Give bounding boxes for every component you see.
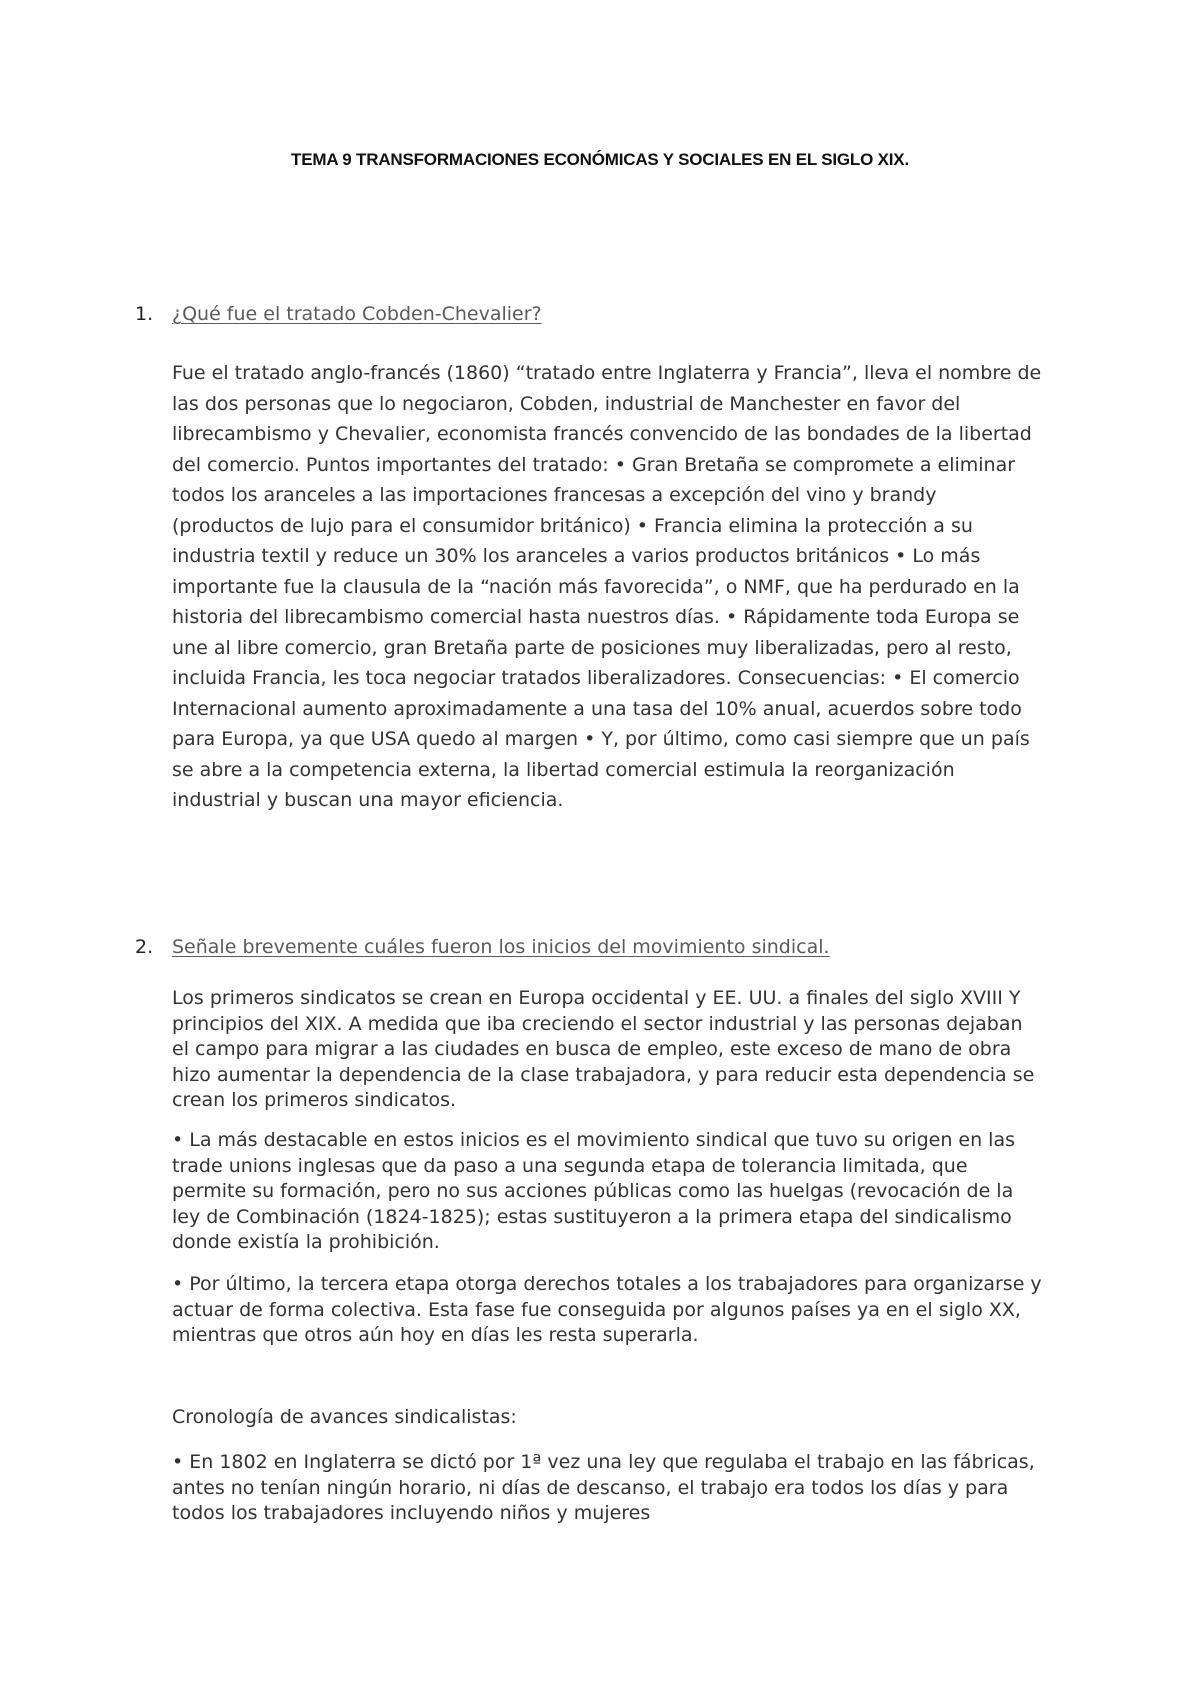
answer-paragraph: Cronología de avances sindicalistas: xyxy=(172,1406,517,1428)
answer-2-paragraph-1 xyxy=(172,986,1042,1114)
answer-1 xyxy=(172,358,1042,816)
answer-paragraph: Fue el tratado anglo-francés (1860) “tratado entre Inglaterra y Francia”, lleva el nombre de las dos personas que lo negociaron, Cobden, industrial de Manchester en favor del librecambismo y Chevalier, economista francés convencido de las bondades de la libertad del comercio. Puntos importantes del tratado: • Gran Bretaña se compromete a eliminar todos los aranceles a las importaciones francesas a excepción del vino y brandy (productos de lujo para el consumidor británico) • Francia elimina la protección a su industria textil y reduce un 30% los aranceles a varios productos británicos • Lo más importante fue la clausula de la “nación más favorecida”, o NMF, que ha perdurado en la historia del librecambismo comercial hasta nuestros días. • Rápidamente toda Europa se une al libre comercio, gran Bretaña parte de posiciones muy liberalizadas, pero al resto, incluida Francia, les toca negociar tratados liberalizadores. Consecuencias: • El comercio Internacional aumento aproximadamente a una tasa del 10% anual, acuerdos sobre todo para Europa, ya que USA quedo al margen • Y, por último, como casi siempre que un país se abre a la competencia externa, la libertad comercial estimula la reorganización industrial y buscan una mayor eficiencia. xyxy=(172,362,1042,811)
chronology-heading xyxy=(172,1405,1042,1431)
answer-paragraph: • En 1802 en Inglaterra se dictó por 1ª vez una ley que regulaba el trabajo en las fábricas, antes no tenían ningún horario, ni días de descanso, el trabajo era todos los días y para todos los trabajadores incluyendo niños y mujeres xyxy=(172,1451,1035,1524)
document-title: TEMA 9 TRANSFORMACIONES ECONÓMICAS Y SOCIALES EN EL SIGLO XIX. xyxy=(291,150,909,169)
answer-paragraph: • La más destacable en estos inicios es el movimiento sindical que tuvo su origen en las trade unions inglesas que da paso a una segunda etapa de tolerancia limitada, que permite su formación, pero no sus acciones públicas como las huelgas (revocación de la ley de Combinación (1824-1825); estas sustituyeron a la primera etapa del sindicalismo donde existía la prohibición. xyxy=(172,1129,1016,1253)
answer-paragraph: Los primeros sindicatos se crean en Europa occidental y EE. UU. a finales del siglo XVIII Y principios del XIX. A medida que iba creciendo el sector industrial y las personas dejaban el campo para migrar a las ciudades en busca de empleo, este exceso de mano de obra hizo aumentar la dependencia de la clase trabajadora, y para reducir esta dependencia se crean los primeros sindicatos. xyxy=(172,987,1035,1111)
answer-2-paragraph-3 xyxy=(172,1272,1042,1349)
chronology-item xyxy=(172,1450,1042,1527)
question-number: 1. xyxy=(135,303,154,325)
question-text: ¿Qué fue el tratado Cobden-Chevalier? xyxy=(172,303,542,325)
question-number: 2. xyxy=(135,936,154,958)
answer-2-paragraph-2 xyxy=(172,1128,1042,1256)
answer-paragraph: • Por último, la tercera etapa otorga derechos totales a los trabajadores para organizarse y actuar de forma colectiva. Esta fase fue conseguida por algunos países ya en el siglo XX, mientras que otros aún hoy en días les resta superarla. xyxy=(172,1273,1042,1346)
question-text: Señale brevemente cuáles fueron los inicios del movimiento sindical. xyxy=(172,936,830,958)
